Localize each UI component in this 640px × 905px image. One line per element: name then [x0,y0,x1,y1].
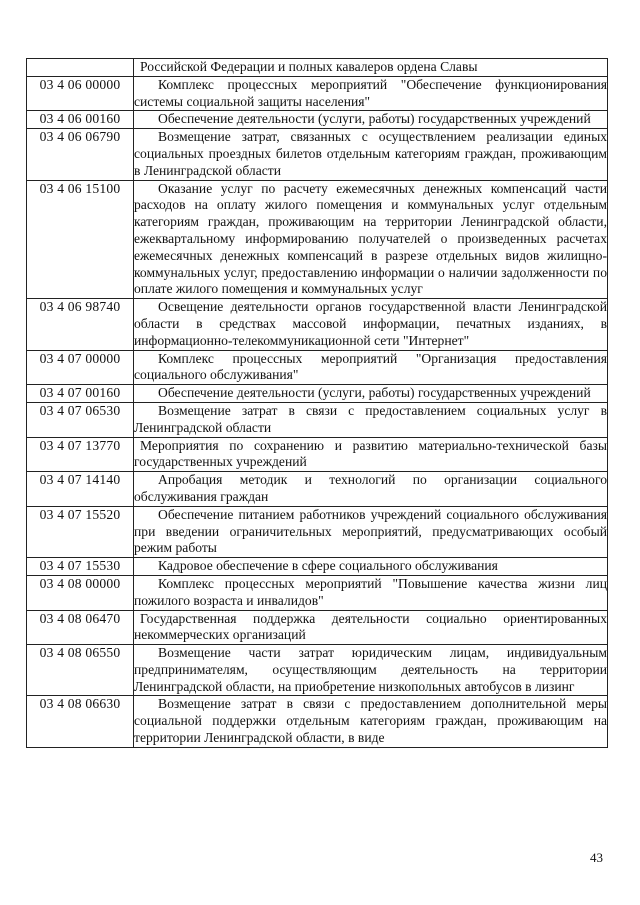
code-cell: 03 4 08 06630 [27,696,134,747]
code-cell: 03 4 08 00000 [27,575,134,610]
description-cell: Апробация методик и технологий по организации социального обслуживания граждан [134,472,608,507]
table-row [27,299,608,350]
table-row [27,385,608,403]
code-cell [27,59,134,77]
code-cell: 03 4 08 06470 [27,610,134,645]
description-cell: Возмещение затрат в связи с предоставлением дополнительной меры социальной поддержки отдельным категориям граждан, проживающим на территории Ленинградской области, в виде [134,696,608,747]
description-cell: Государственная поддержка деятельности социально ориентированных некоммерческих организаций [134,610,608,645]
table-row [27,76,608,111]
description-cell: Российской Федерации и полных кавалеров ордена Славы [134,59,608,77]
code-cell: 03 4 08 06550 [27,645,134,696]
description-cell: Освещение деятельности органов государственной власти Ленинградской области в средствах массовой информации, печатных изданиях, в информационно-телекоммуникационной сети "Интернет" [134,299,608,350]
description-cell: Обеспечение питанием работников учреждений социального обслуживания при введении ограничительных мероприятий, предусматривающих особый режим работы [134,506,608,557]
code-cell: 03 4 06 00160 [27,111,134,129]
code-cell: 03 4 07 14140 [27,472,134,507]
table-row [27,350,608,385]
table-row [27,645,608,696]
table-row [27,575,608,610]
code-cell: 03 4 07 15530 [27,558,134,576]
description-cell: Возмещение части затрат юридическим лицам, индивидуальным предпринимателям, осуществляющим деятельность на территории Ленинградской области, на приобретение низкопольных автобусов в лизинг [134,645,608,696]
description-cell: Комплекс процессных мероприятий "Организация предоставления социального обслуживания" [134,350,608,385]
table-row [27,129,608,180]
table-row [27,111,608,129]
code-cell: 03 4 06 15100 [27,180,134,299]
description-cell: Оказание услуг по расчету ежемесячных денежных компенсаций части расходов на оплату жилого помещения и коммунальных услуг отдельным категориям граждан, проживающим на территории Ленинградской области, ежеквартальному информированию получателей о произведенных расчетах ежемесячных денежных компенсаций в разрезе отдельных видов жилищно-коммунальных услуг, предоставлению информации о наличии задолженности по оплате жилого помещения и коммунальных услуг [134,180,608,299]
description-cell: Обеспечение деятельности (услуги, работы) государственных учреждений [134,111,608,129]
table-row [27,59,608,77]
code-cell: 03 4 07 00000 [27,350,134,385]
table-row [27,402,608,437]
description-cell: Комплекс процессных мероприятий "Повышение качества жизни лиц пожилого возраста и инвалидов" [134,575,608,610]
table-row [27,696,608,747]
description-cell: Возмещение затрат, связанных с осуществлением реализации единых социальных проездных билетов отдельным категориям граждан, проживающим в Ленинградской области [134,129,608,180]
code-cell: 03 4 07 13770 [27,437,134,472]
table-row [27,180,608,299]
description-cell: Возмещение затрат в связи с предоставлением социальных услуг в Ленинградской области [134,402,608,437]
table-row [27,437,608,472]
table-row [27,506,608,557]
description-cell: Комплекс процессных мероприятий "Обеспечение функционирования системы социальной защиты населения" [134,76,608,111]
code-cell: 03 4 07 15520 [27,506,134,557]
description-cell: Кадровое обеспечение в сфере социального обслуживания [134,558,608,576]
code-cell: 03 4 07 06530 [27,402,134,437]
description-cell: Обеспечение деятельности (услуги, работы) государственных учреждений [134,385,608,403]
table-row [27,558,608,576]
code-cell: 03 4 06 06790 [27,129,134,180]
budget-codes-table [26,58,608,748]
code-cell: 03 4 06 98740 [27,299,134,350]
code-cell: 03 4 07 00160 [27,385,134,403]
description-cell: Мероприятия по сохранению и развитию материально-технической базы государственных учреждений [134,437,608,472]
code-cell: 03 4 06 00000 [27,76,134,111]
table-row [27,610,608,645]
page-number: 43 [590,850,603,865]
table-row [27,472,608,507]
